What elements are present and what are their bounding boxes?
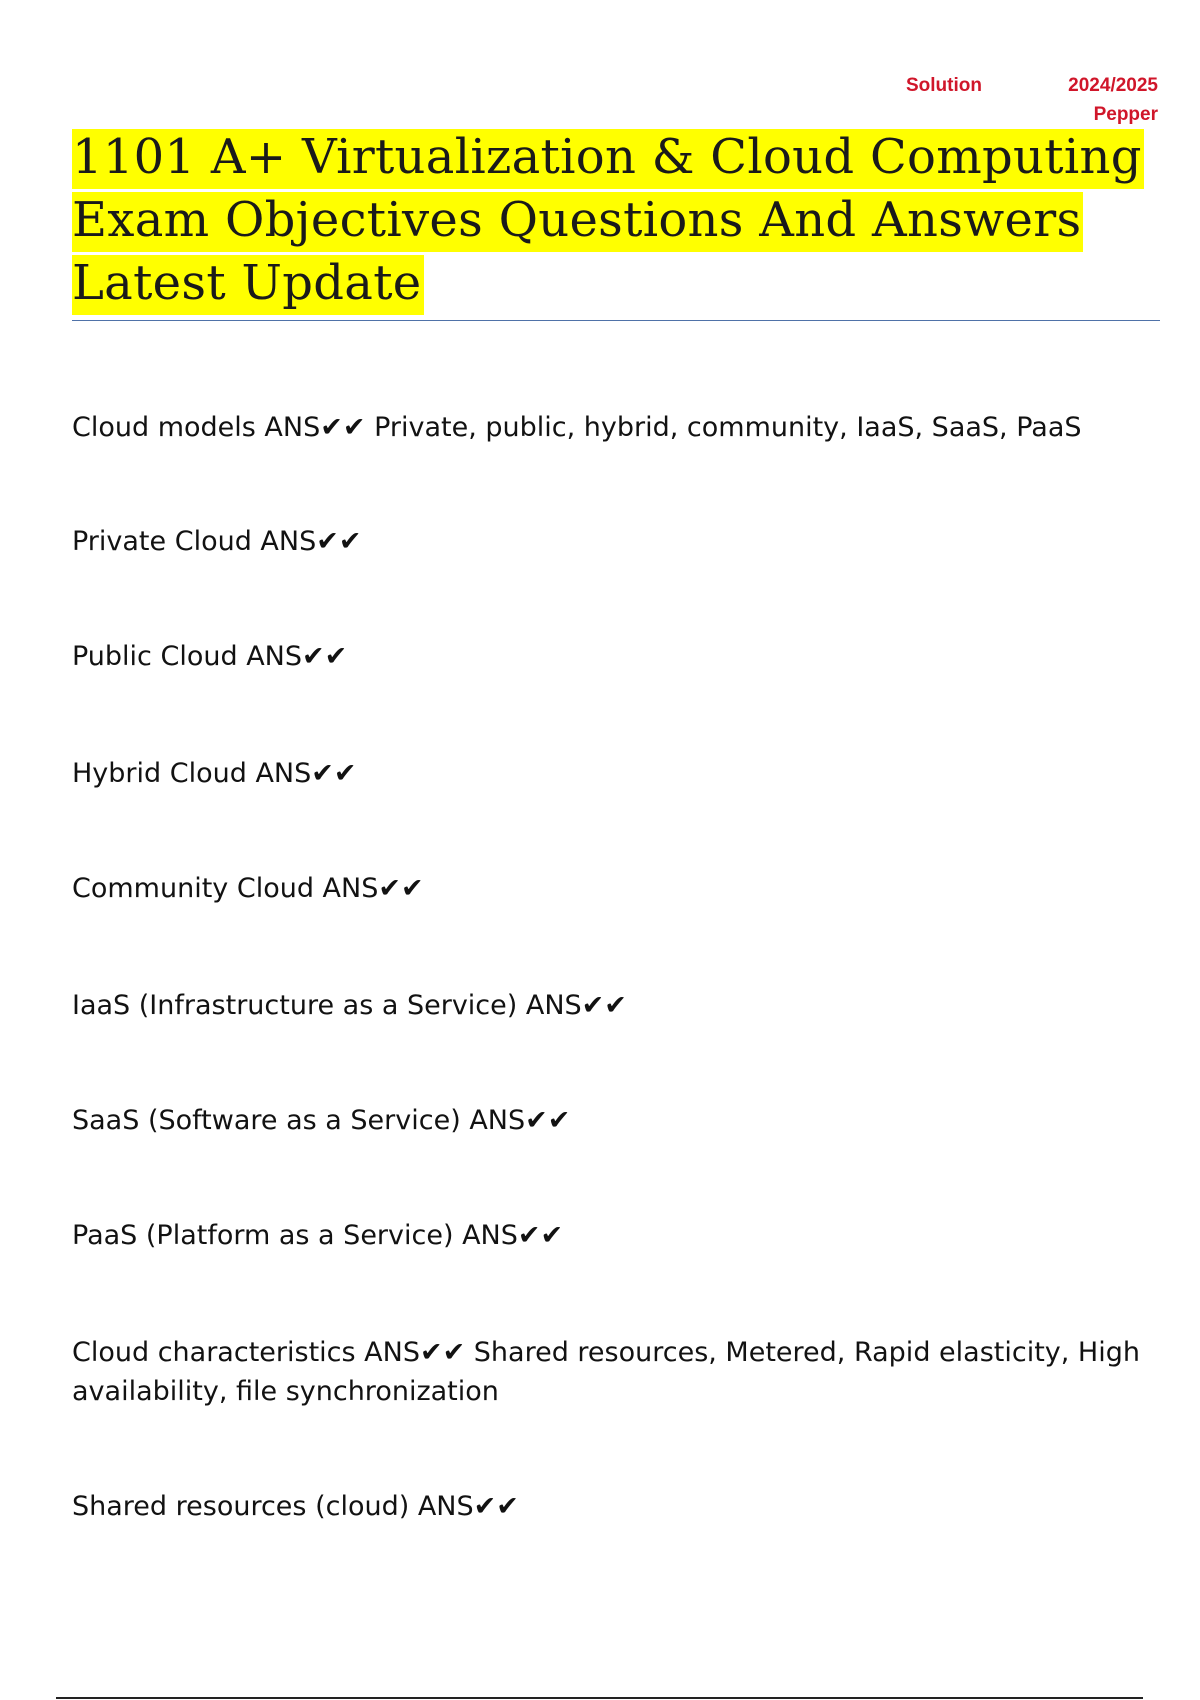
header-solution-label: Solution bbox=[906, 75, 982, 96]
qa-answer: Private, public, hybrid, community, IaaS, SaaS, PaaS bbox=[365, 412, 1082, 443]
qa-item bbox=[72, 869, 1162, 908]
header-author: Pepper bbox=[1093, 104, 1158, 125]
qa-item bbox=[72, 1216, 1162, 1255]
title-block bbox=[72, 126, 1162, 315]
qa-answer: Shared resources, Metered, Rapid elasticity, High availability, file synchronization bbox=[72, 1337, 1140, 1407]
document-title bbox=[72, 126, 1162, 315]
qa-item bbox=[72, 522, 1162, 561]
qa-item bbox=[72, 408, 1162, 447]
qa-term: PaaS (Platform as a Service) ANS✔✔ bbox=[72, 1220, 564, 1251]
title-divider bbox=[72, 320, 1160, 321]
qa-item bbox=[72, 1101, 1162, 1140]
qa-term: Hybrid Cloud ANS✔✔ bbox=[72, 758, 357, 789]
qa-term: Cloud models ANS✔✔ bbox=[72, 412, 366, 443]
document-title-highlight: 1101 A+ Virtualization & Cloud Computing Exam Objectives Questions And Answers Latest Update bbox=[72, 129, 1144, 315]
qa-term: SaaS (Software as a Service) ANS✔✔ bbox=[72, 1105, 571, 1136]
qa-item bbox=[72, 1333, 1162, 1411]
qa-item bbox=[72, 986, 1162, 1025]
qa-item bbox=[72, 754, 1162, 793]
qa-term: Cloud characteristics ANS✔✔ bbox=[72, 1337, 466, 1368]
header-year: 2024/2025 bbox=[1068, 75, 1158, 96]
qa-term: Private Cloud ANS✔✔ bbox=[72, 526, 362, 557]
qa-term: IaaS (Infrastructure as a Service) ANS✔✔ bbox=[72, 990, 627, 1021]
qa-term: Community Cloud ANS✔✔ bbox=[72, 873, 424, 904]
footer-divider bbox=[56, 1697, 1143, 1699]
qa-item bbox=[72, 1487, 1162, 1526]
qa-item bbox=[72, 637, 1162, 676]
qa-term: Public Cloud ANS✔✔ bbox=[72, 641, 348, 672]
qa-term: Shared resources (cloud) ANS✔✔ bbox=[72, 1491, 519, 1522]
